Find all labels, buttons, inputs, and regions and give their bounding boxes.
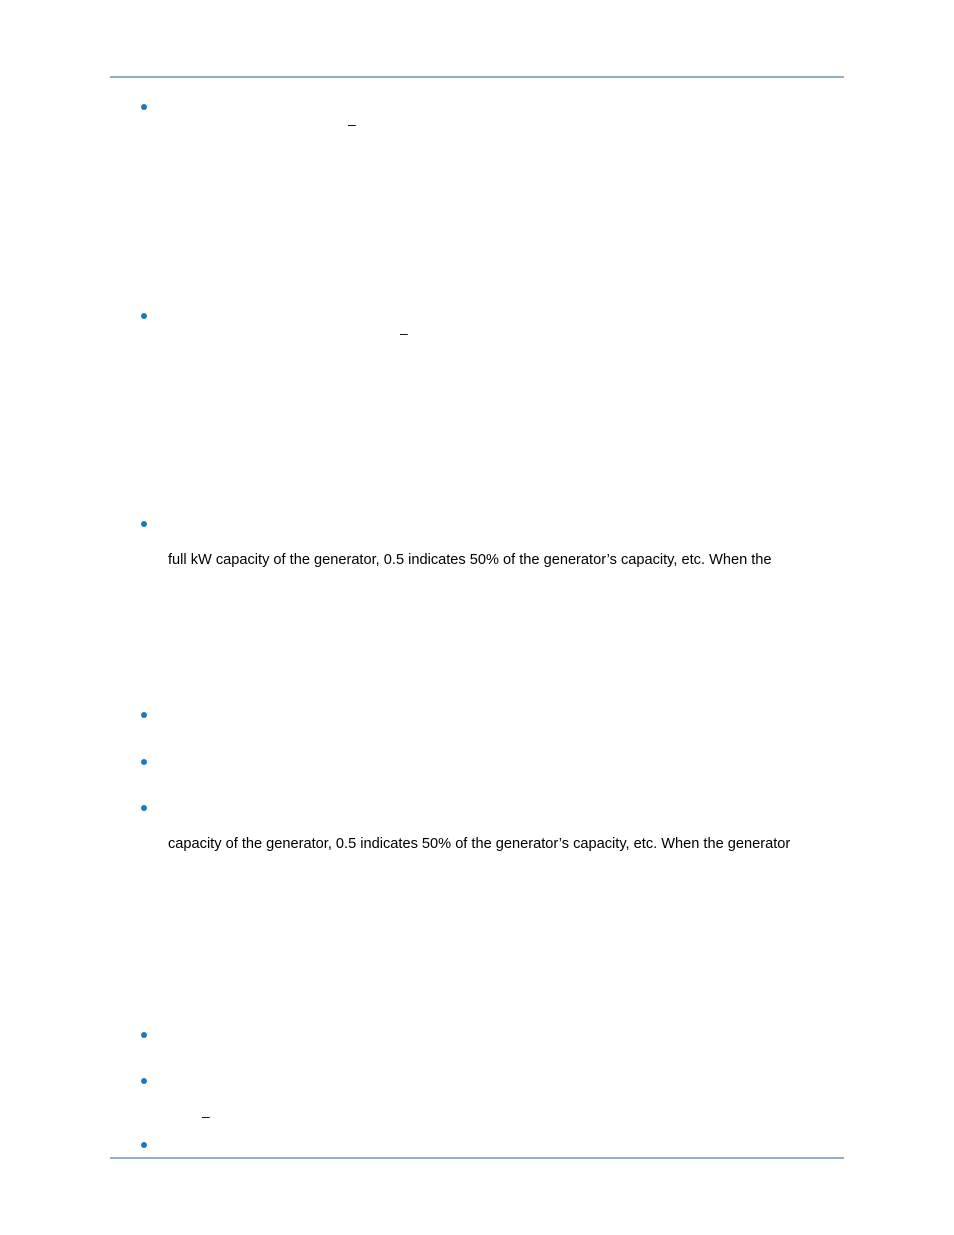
- footer-rule: [110, 1157, 844, 1159]
- bullet-marker: [141, 759, 147, 765]
- bullet-marker: [141, 1078, 147, 1084]
- bullet-marker: [141, 313, 147, 319]
- header-rule: [110, 76, 844, 78]
- dash-mark: –: [400, 325, 408, 341]
- bullet-marker: [141, 712, 147, 718]
- bullet-marker: [141, 104, 147, 110]
- bullet-marker: [141, 1032, 147, 1038]
- bullet-marker: [141, 521, 147, 527]
- bullet-marker: [141, 1142, 147, 1148]
- dash-mark: –: [202, 1108, 210, 1124]
- bullet-marker: [141, 805, 147, 811]
- body-text-line: full kW capacity of the generator, 0.5 indicates 50% of the generator’s capacity, etc. When the: [168, 552, 772, 568]
- body-text-line: capacity of the generator, 0.5 indicates 50% of the generator’s capacity, etc. When the generator: [168, 836, 791, 852]
- dash-mark: –: [348, 116, 356, 132]
